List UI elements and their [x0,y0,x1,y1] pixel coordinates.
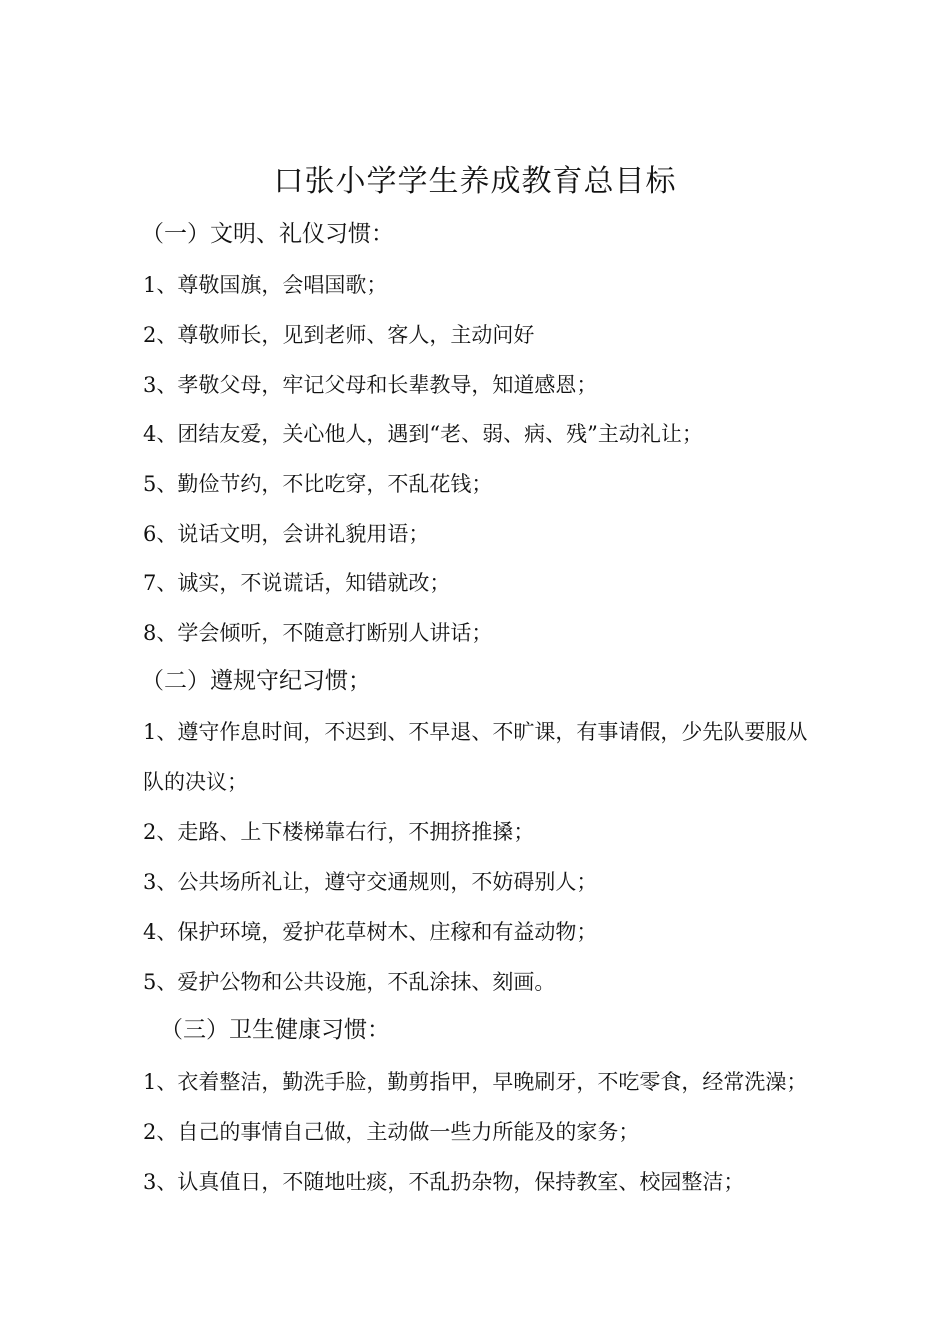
list-item: 3、公共场所礼让，遵守交通规则，不妨碍别人； [143,870,598,894]
list-item: 5、勤俭节约，不比吃穿，不乱花钱； [143,472,493,496]
list-item: 1、衣着整洁，勤洗手脸，勤剪指甲，早晚刷牙，不吃零食，经常洗澡； [143,1070,808,1094]
list-item: 8、学会倾听，不随意打断别人讲话； [143,621,493,645]
list-item: 3、认真值日，不随地吐痰，不乱扔杂物，保持教室、校园整洁； [143,1170,745,1194]
list-item: 队的决议； [143,770,248,794]
section-heading-etiquette: （一）文明、礼仪习惯： [141,221,394,247]
list-item: 1、尊敬国旗，会唱国歌； [143,273,388,297]
section-heading-discipline: （二）遵规守纪习惯； [141,668,371,694]
list-item: 2、尊敬师长，见到老师、客人，主动问好 [143,323,535,347]
document-title: 口张小学学生养成教育总目标 [273,164,677,199]
list-item: 6、说话文明，会讲礼貌用语； [143,522,430,546]
list-item: 7、诚实，不说谎话，知错就改； [143,571,451,595]
list-item: 4、保护环境，爱护花草树木、庄稼和有益动物； [143,920,598,944]
list-item: 3、孝敬父母，牢记父母和长辈教导，知道感恩； [143,373,598,397]
list-item: 2、走路、上下楼梯靠右行，不拥挤推搡； [143,820,535,844]
list-item: 2、自己的事情自己做，主动做一些力所能及的家务； [143,1120,640,1144]
section-heading-hygiene: （三）卫生健康习惯： [160,1017,390,1043]
list-item: 1、遵守作息时间，不迟到、不早退、不旷课，有事请假，少先队要服从 [143,720,808,744]
list-item: 5、爱护公物和公共设施，不乱涂抹、刻画。 [143,970,556,994]
list-item: 4、团结友爱，关心他人，遇到“老、弱、病、残”主动礼让； [143,422,703,446]
